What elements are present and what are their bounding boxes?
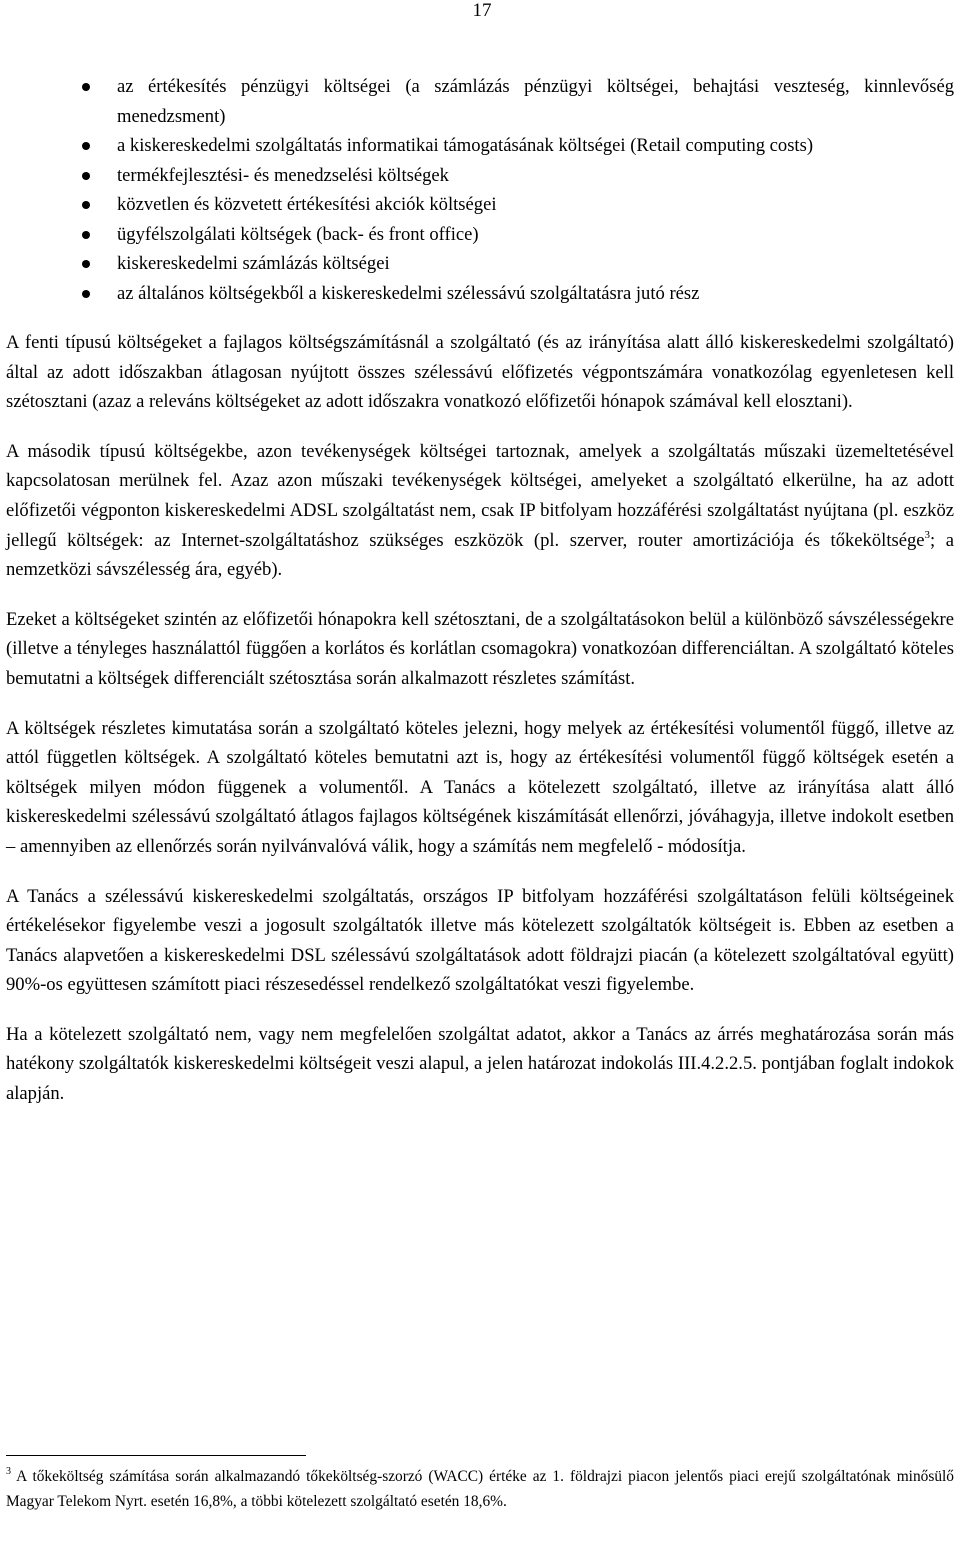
bullet-icon: [82, 83, 90, 91]
list-item: a kiskereskedelmi szolgáltatás informatikai támogatásának költségei (Retail computing costs): [6, 131, 954, 161]
footnote-marker: 3: [6, 1466, 11, 1477]
page-number: 17: [472, 0, 492, 21]
list-item: az értékesítés pénzügyi költségei (a számlázás pénzügyi költségei, behajtási veszteség, kinnlevőség menedzsment): [6, 72, 954, 131]
list-item: termékfejlesztési- és menedzselési költségek: [6, 161, 954, 191]
footnote-reference[interactable]: 3: [924, 528, 931, 541]
cost-list: [6, 72, 954, 308]
footnote-divider: [6, 1455, 306, 1456]
bullet-icon: [82, 231, 90, 239]
paragraph-differentiation: Ezeket a költségeket szintén az előfizetői hónapokra kell szétosztani, de a szolgáltatásokon belül a különböző sávszélességekre (illetve a tényleges használattól függően a korlátos és korlátlan csomagokra) vonatkozóan differenciáltan. A szolgáltató köteles bemutatni a költségek differenciált szétosztása során alkalmazott részletes számítást.: [6, 608, 954, 689]
bullet-icon: [82, 201, 90, 209]
document-body: [6, 72, 954, 1109]
bullet-icon: [82, 260, 90, 268]
paragraph-missing-data: Ha a kötelezett szolgáltató nem, vagy nem megfelelően szolgáltat adatot, akkor a Tanács az árrés meghatározása során más hatékony szolgáltatók kiskereskedelmi költségeit veszi alapul, a jelen határozat indokolás III.4.2.2.5. pontjában foglalt indokok alapján.: [6, 1023, 954, 1105]
bullet-icon: [82, 290, 90, 298]
list-item: ügyfélszolgálati költségek (back- és front office): [6, 220, 954, 250]
bullet-icon: [82, 172, 90, 180]
list-item: közvetlen és közvetett értékesítési akciók költségei: [6, 190, 954, 220]
paragraph-cost-distribution: A fenti típusú költségeket a fajlagos költségszámításnál a szolgáltató (és az irányítása alatt álló kiskereskedelmi szolgáltató) által az adott időszakban átlagosan nyújtott összes szélessávú előfizetés végpontszámára vonatkozólag egyenletesen kell szétosztani (azaz a releváns költségeket az adott időszakra vonatkozó előfizetői hónapok számával kell elosztani).: [6, 332, 954, 413]
list-item: az általános költségekből a kiskereskedelmi szélessávú szolgáltatásra jutó rész: [6, 279, 954, 309]
paragraph-detailed-statement: A költségek részletes kimutatása során a szolgáltató köteles jelezni, hogy melyek az értékesítési volumentől függő, illetve az attól független költségek. A szolgáltató köteles bemutatni azt is, hogy az értékesítési volumentől függő költségek esetén a költségek milyen módon függenek a volumentől. A Tanács a kötelezett szolgáltató, illetve az irányítása alatt álló kiskereskedelmi szélessávú szolgáltató átlagos fajlagos költségének kiszámítását ellenőrzi, jóváhagyja, illetve indokolt esetben – amennyiben az ellenőrzés során nyilvánvalóvá válik, hogy a számítás nem megfelelő - módosítja.: [6, 717, 954, 857]
list-item: kiskereskedelmi számlázás költségei: [6, 249, 954, 279]
paragraph-council-evaluation: A Tanács a szélessávú kiskereskedelmi szolgáltatás, országos IP bitfolyam hozzáférési szolgáltatáson felüli költségeinek értékelésekor figyelembe veszi a jogosult szolgáltatók illetve más kötelezett szolgáltatók költségeit is. Ebben az esetben a Tanács alapvetően a kiskereskedelmi DSL szélessávú szolgáltatások adott földrajzi piacán (a kötelezett szolgáltatóval együtt) 90%-os együttesen számított piaci részesedéssel rendelkező szolgáltatókat veszi figyelembe.: [6, 885, 954, 996]
paragraph-second-type-costs: A második típusú költségekbe, azon tevékenységek költségei tartoznak, amelyek a szolgáltatás műszaki üzemeltetésével kapcsolatosan merülnek fel. Azaz azon műszaki tevékenységek költségei, amelyeket a szolgáltató elkerülne, ha az adott előfizetői végponton kiskereskedelmi ADSL szolgáltatást nem, csak IP bitfolyam hozzáférési szolgáltatást nyújtana (pl. eszköz jellegű költségek: az Internet-szolgáltatáshoz szükséges eszközök (pl. szerver, router amortizációja és tőkeköltsége$^3$; a nemzetközi sávszélesség ára, egyéb).: [6, 440, 954, 581]
footnote: $^3$ A tőkeköltség számítása során alkalmazandó tőkeköltség-szorzó (WACC) értéke az 1. földrajzi piacon jelentős piaci erejű szolgáltatónak minősülő Magyar Telekom Nyrt. esetén 16,8%, a többi kötelezett szolgáltató esetén 18,6%.: [6, 1466, 954, 1510]
bullet-icon: [82, 142, 90, 150]
